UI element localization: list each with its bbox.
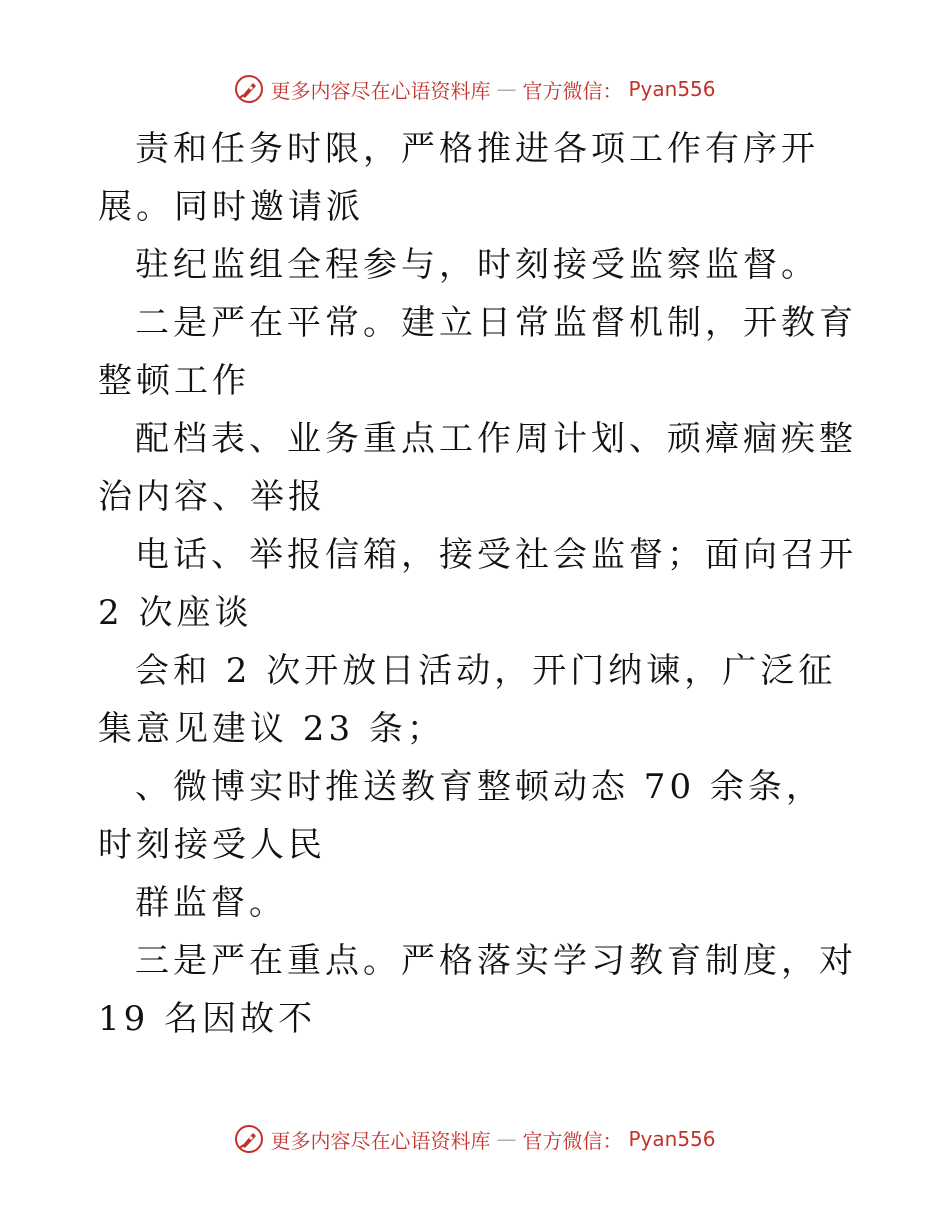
watermark-main-text: 更多内容尽在心语资料库 bbox=[270, 1128, 491, 1153]
paragraph-1: 责和任务时限，严格推进各项工作有序开展。同时邀请派 bbox=[98, 129, 819, 227]
footer-watermark bbox=[0, 1122, 950, 1156]
paragraph-2: 驻纪监组全程参与，时刻接受监察监督。 bbox=[135, 245, 819, 285]
watermark-account: Pyan556 bbox=[628, 77, 716, 101]
paragraph-5: 电话、举报信箱，接受社会监督；面向召开 2 次座谈 bbox=[98, 535, 857, 633]
paragraph-6: 会和 2 次开放日活动，开门纳谏，广泛征集意见建议 23 条； bbox=[98, 651, 837, 749]
pen-nib-logo-icon bbox=[234, 1124, 264, 1154]
document-body bbox=[98, 120, 858, 1048]
paragraph-8: 群监督。 bbox=[135, 883, 287, 923]
watermark-account: Pyan556 bbox=[628, 1127, 716, 1151]
watermark-separator: — bbox=[496, 1127, 517, 1151]
watermark-main-text: 更多内容尽在心语资料库 bbox=[270, 78, 491, 103]
watermark-channel-text: 官方微信： bbox=[522, 78, 623, 103]
paragraph-4: 配档表、业务重点工作周计划、顽瘴痼疾整治内容、举报 bbox=[98, 419, 857, 517]
paragraph-7: 、微博实时推送教育整顿动态 70 余条，时刻接受人民 bbox=[98, 767, 824, 865]
paragraph-3: 二是严在平常。建立日常监督机制，开教育整顿工作 bbox=[98, 303, 857, 401]
pen-nib-logo-icon bbox=[234, 74, 264, 104]
header-watermark bbox=[0, 72, 950, 106]
watermark-separator: — bbox=[496, 77, 517, 101]
paragraph-9: 三是严在重点。严格落实学习教育制度，对 19 名因故不 bbox=[98, 941, 857, 1039]
watermark-channel-text: 官方微信： bbox=[522, 1128, 623, 1153]
